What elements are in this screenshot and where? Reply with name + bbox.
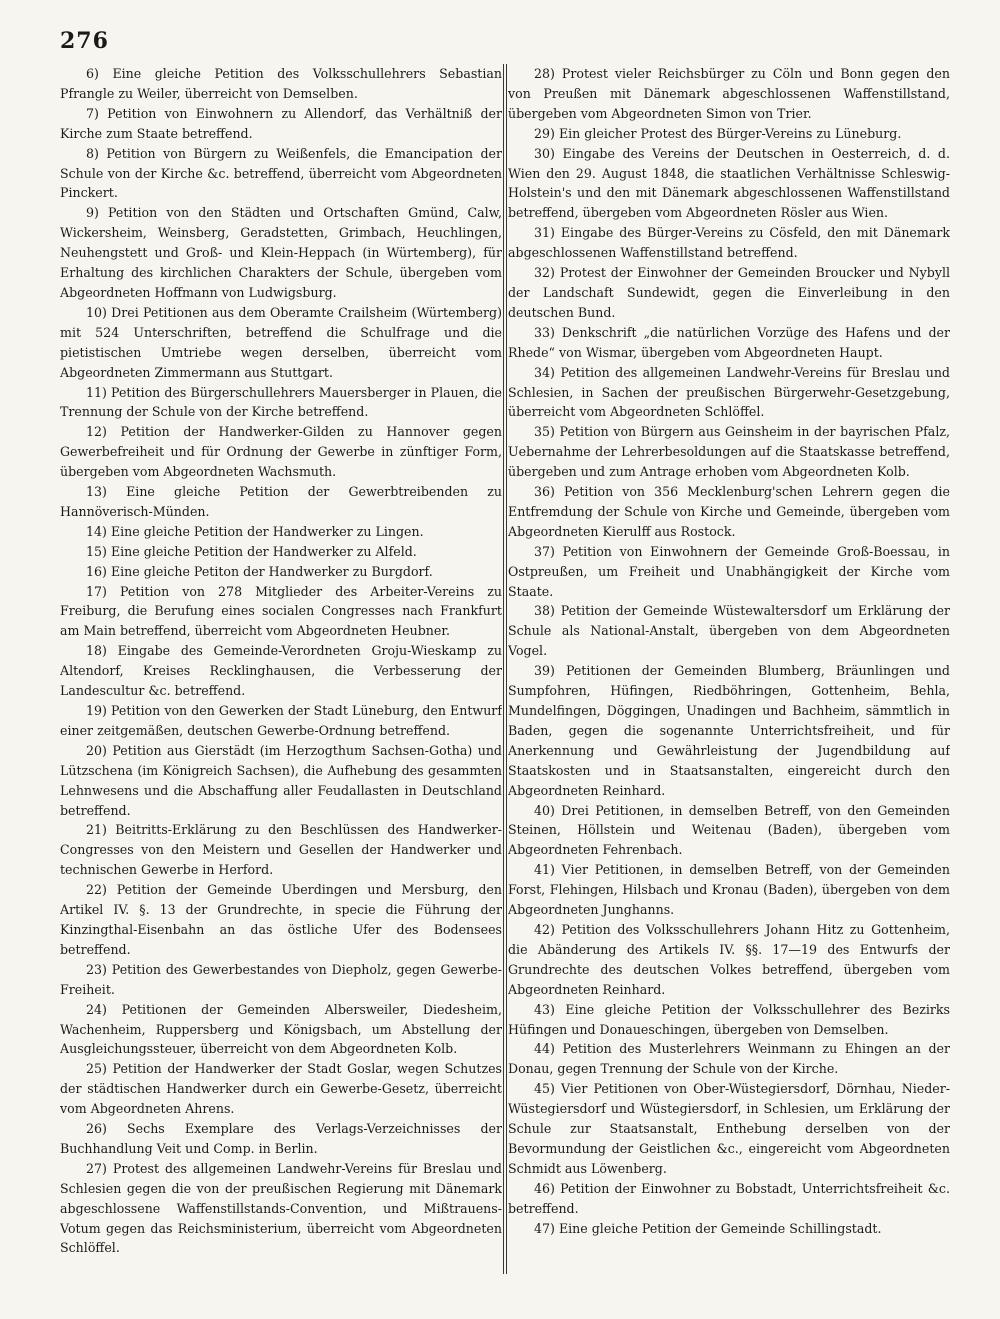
petition-entry: 43) Eine gleiche Petition der Volksschullehrer des Bezirks Hüfingen und Donaueschingen, übergeben von Demselben. bbox=[508, 1001, 950, 1037]
column-divider-rule bbox=[503, 64, 507, 1274]
petition-entry: 16) Eine gleiche Petiton der Handwerker zu Burgdorf. bbox=[86, 563, 433, 579]
right-column bbox=[508, 64, 950, 1274]
petition-entry: 21) Beitritts-Erklärung zu den Beschlüssen des Handwerker-Congresses von den Meistern und Gesellen der Handwerker und technischen Gewerbe in Herford. bbox=[60, 822, 502, 878]
petition-entry: 41) Vier Petitionen, in demselben Betreff, von der Gemeinden Forst, Flehingen, Hilsbach und Kronau (Baden), übergeben von dem Abgeordneten Junghanns. bbox=[508, 862, 950, 918]
petition-entry: 22) Petition der Gemeinde Uberdingen und Mersburg, den Artikel IV. §. 13 der Grundrechte, in specie die Führung der Kinzingthal-Eisenbahn an das östliche Ufer des Bodensees betreffend. bbox=[60, 882, 502, 957]
petition-entry: 19) Petition von den Gewerken der Stadt Lüneburg, den Entwurf einer zeitgemäßen, deutschen Gewerbe-Ordnung betreffend. bbox=[60, 703, 502, 738]
petition-entry: 14) Eine gleiche Petition der Handwerker zu Lingen. bbox=[86, 523, 424, 539]
petition-entry: 10) Drei Petitionen aus dem Oberamte Crailsheim (Würtemberg) mit 524 Unterschriften, betreffend die Schulfrage und die pietistischen Umtriebe wegen derselben, überreicht vom Abgeordneten Zimmermann aus Stuttgart. bbox=[60, 304, 502, 380]
petition-entry: 23) Petition des Gewerbestandes von Diepholz, gegen Gewerbe-Freiheit. bbox=[60, 961, 502, 997]
petition-entry: 44) Petition des Musterlehrers Weinmann zu Ehingen an der Donau, gegen Trennung der Schule von der Kirche. bbox=[508, 1041, 950, 1077]
petition-entry: 37) Petition von Einwohnern der Gemeinde Groß-Boessau, in Ostpreußen, um Freiheit und Unabhängigkeit der Kirche vom Staate. bbox=[508, 543, 950, 599]
petition-entry: 27) Protest des allgemeinen Landwehr-Vereins für Breslau und Schlesien gegen die von der preußischen Regierung mit Dänemark abgeschlossene Waffenstillstands-Convention, und Mißtrauens-Votum gegen das Reichsministerium, überreicht vom Abgeordneten Schlöffel. bbox=[60, 1160, 502, 1256]
petition-entry: 42) Petition des Volksschullehrers Johann Hitz zu Gottenheim, die Abänderung des Artikels IV. §§. 17—19 des Entwurfs der Grundrechte des deutschen Volkes betreffend, übergeben vom Abgeordneten Reinhard. bbox=[508, 921, 950, 997]
petition-entry: 29) Ein gleicher Protest des Bürger-Vereins zu Lüneburg. bbox=[534, 125, 902, 141]
petition-entry: 40) Drei Petitionen, in demselben Betreff, von den Gemeinden Steinen, Höllstein und Weitenau (Baden), übergeben vom Abgeordneten Fehrenbach. bbox=[508, 802, 950, 858]
petition-entry: 20) Petition aus Gierstädt (im Herzogthum Sachsen-Gotha) und Lützschena (im Königreich Sachsen), die Aufhebung des gesammten Lehnwesens und die Abschaffung aller Feudallasten in Deutschland betreffend. bbox=[60, 742, 502, 818]
petition-entry: 9) Petition von den Städten und Ortschaften Gmünd, Calw, Wickersheim, Weinsberg, Geradstetten, Grimbach, Heuchlingen, Neuhengstett und Groß- und Klein-Heppach (in Würtemberg), für Erhaltung des kirchlichen Charakters der Schule, übergeben vom Abgeordneten Hoffmann von Ludwigsburg. bbox=[60, 205, 502, 300]
petition-entry: 39) Petitionen der Gemeinden Blumberg, Bräunlingen und Sumpfohren, Hüfingen, Riedböhringen, Gottenheim, Behla, Mundelfingen, Döggingen, Unadingen und Bachheim, sämmtlich in Baden, gegen die sogenannte Unterrichtsfreiheit, und für Anerkennung und Gewährleistung der Jugendbildung auf Staatskosten und in Staatsanstalten, eingereicht durch den Abgeordneten Reinhard. bbox=[508, 663, 950, 798]
petition-entry: 36) Petition von 356 Mecklenburg'schen Lehrern gegen die Entfremdung der Schule von Kirche und Gemeinde, übergeben vom Abgeordneten Kierulff aus Rostock. bbox=[508, 484, 950, 539]
petition-entry: 8) Petition von Bürgern zu Weißenfels, die Emancipation der Schule von der Kirche &c. betreffend, überreicht vom Abgeordneten Pinckert. bbox=[60, 145, 502, 201]
petition-entry: 26) Sechs Exemplare des Verlags-Verzeichnisses der Buchhandlung Veit und Comp. in Berlin. bbox=[60, 1121, 502, 1156]
petition-entry: 30) Eingabe des Vereins der Deutschen in Oesterreich, d. d. Wien den 29. August 1848, die staatlichen Verhältnisse Schleswig-Holstein's und den mit Dänemark abgeschlossenen Waffenstillstand betreffend, übergeben vom Abgeordneten Rösler aus Wien. bbox=[508, 145, 950, 221]
petition-entry: 6) Eine gleiche Petition des Volksschullehrers Sebastian Pfrangle zu Weiler, überreicht von Demselben. bbox=[60, 66, 502, 101]
petition-entry: 15) Eine gleiche Petition der Handwerker zu Alfeld. bbox=[86, 543, 417, 559]
petition-entry: 25) Petition der Handwerker der Stadt Goslar, wegen Schutzes der städtischen Handwerker durch ein Gewerbe-Gesetz, überreicht vom Abgeordneten Ahrens. bbox=[60, 1061, 502, 1117]
petition-entry: 45) Vier Petitionen von Ober-Wüstegiersdorf, Dörnhau, Nieder-Wüstegiersdorf und Wüstegiersdorf, in Schlesien, um Erklärung der Schule zur Staatsanstalt, Enthebung derselben von der Bevormundung der Geistlichen &c., eingereicht vom Abgeordneten Schmidt aus Löwenberg. bbox=[508, 1081, 950, 1176]
petition-entry: 33) Denkschrift „die natürlichen Vorzüge des Hafens und der Rhede“ von Wismar, übergeben vom Abgeordneten Haupt. bbox=[508, 324, 950, 360]
petition-entry: 35) Petition von Bürgern aus Geinsheim in der bayrischen Pfalz, Uebernahme der Lehrerbesoldungen auf die Staatskasse betreffend, übergeben und zum Antrage erhoben vom Abgeordneten Kolb. bbox=[508, 424, 950, 480]
petition-entry: 34) Petition des allgemeinen Landwehr-Vereins für Breslau und Schlesien, in Sachen der preußischen Bürgerwehr-Gesetzgebung, überreicht vom Abgeordneten Schlöffel. bbox=[508, 364, 950, 420]
petition-entry: 32) Protest der Einwohner der Gemeinden Broucker und Nybyll der Landschaft Sundewidt, gegen die Einverleibung in den deutschen Bund. bbox=[508, 265, 950, 320]
petition-entry: 46) Petition der Einwohner zu Bobstadt, Unterrichtsfreiheit &c. betreffend. bbox=[508, 1180, 950, 1216]
petition-entry: 24) Petitionen der Gemeinden Albersweiler, Diedesheim, Wachenheim, Ruppersberg und Königsbach, um Abstellung der Ausgleichungssteuer, überreicht von dem Abgeordneten Kolb. bbox=[60, 1001, 502, 1057]
petition-entry: 17) Petition von 278 Mitglieder des Arbeiter-Vereins zu Freiburg, die Berufung eines socialen Congresses nach Frankfurt am Main betreffend, überreicht vom Abgeordneten Heubner. bbox=[60, 583, 502, 639]
petition-entry: 13) Eine gleiche Petition der Gewerbtreibenden zu Hannöverisch-Münden. bbox=[60, 484, 502, 519]
page-number: 276 bbox=[60, 28, 109, 54]
two-column-body bbox=[60, 64, 950, 1274]
petition-entry: 28) Protest vieler Reichsbürger zu Cöln und Bonn gegen den von Preußen mit Dänemark abgeschlossenen Waffenstillstand, übergeben vom Abgeordneten Simon von Trier. bbox=[508, 66, 950, 121]
petition-entry: 7) Petition von Einwohnern zu Allendorf, das Verhältniß der Kirche zum Staate betreffend. bbox=[60, 105, 502, 141]
left-column bbox=[60, 64, 502, 1274]
petition-entry: 31) Eingabe des Bürger-Vereins zu Cösfeld, den mit Dänemark abgeschlossenen Waffenstillstand betreffend. bbox=[508, 225, 950, 261]
petition-entry: 47) Eine gleiche Petition der Gemeinde Schillingstadt. bbox=[534, 1220, 882, 1236]
petition-entry: 11) Petition des Bürgerschullehrers Mauersberger in Plauen, die Trennung der Schule von der Kirche betreffend. bbox=[60, 384, 502, 420]
petition-entry: 38) Petition der Gemeinde Wüstewaltersdorf um Erklärung der Schule als National-Anstalt, übergeben von dem Abgeordneten Vogel. bbox=[508, 603, 950, 659]
petition-entry: 12) Petition der Handwerker-Gilden zu Hannover gegen Gewerbefreiheit und für Ordnung der Gewerbe in zünftiger Form, übergeben vom Abgeordneten Wachsmuth. bbox=[60, 424, 502, 480]
petition-entry: 18) Eingabe des Gemeinde-Verordneten Groju-Wieskamp zu Altendorf, Kreises Recklinghausen, die Verbesserung der Landescultur &c. betreffend. bbox=[60, 643, 502, 699]
